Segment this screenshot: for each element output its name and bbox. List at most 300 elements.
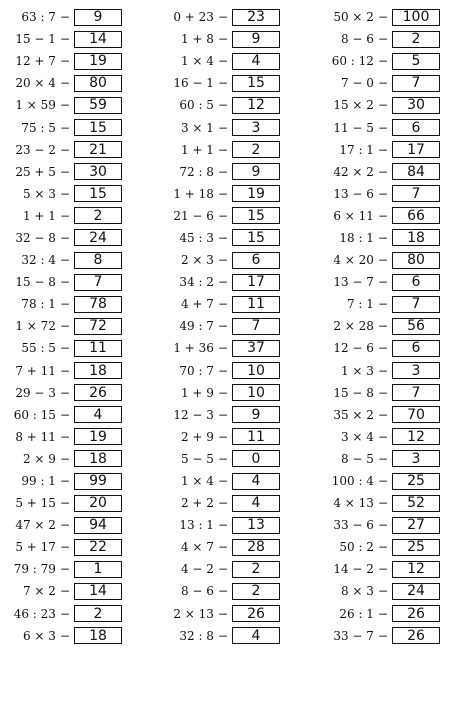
problem-expression: 32 : 8: [179, 628, 214, 643]
problem-row: [160, 183, 280, 205]
problem-expression: 8 − 6: [180, 584, 214, 599]
equals-dash: −: [377, 98, 388, 113]
answer-box[interactable]: 17: [232, 274, 280, 291]
problem-row: [0, 492, 122, 514]
problem-row: [0, 625, 122, 647]
equals-dash: −: [59, 10, 70, 25]
answer-box[interactable]: 78: [74, 296, 122, 313]
answer-box[interactable]: 3: [392, 450, 440, 467]
answer-box[interactable]: 7: [392, 75, 440, 92]
problem-expression: 4 × 13: [333, 496, 374, 511]
problem-expression: 14 − 2: [333, 562, 374, 577]
equals-dash: −: [377, 518, 388, 533]
problem-row: [0, 514, 122, 536]
problem-row: [318, 227, 440, 249]
equals-dash: −: [59, 54, 70, 69]
equals-dash: −: [377, 319, 388, 334]
problem-expression: 72 : 8: [179, 164, 214, 179]
problem-row: [160, 28, 280, 50]
problem-row: [318, 315, 440, 337]
problem-expression: 18 : 1: [339, 230, 374, 245]
problem-row: [0, 404, 122, 426]
problem-expression: 13 − 7: [333, 275, 374, 290]
problem-expression: 5 + 17: [15, 540, 56, 555]
problem-row: [0, 337, 122, 359]
problem-row: [318, 28, 440, 50]
equals-dash: −: [59, 208, 70, 223]
problem-expression: 2 × 13: [173, 606, 214, 621]
equals-dash: −: [377, 341, 388, 356]
problem-expression: 20 × 4: [15, 76, 56, 91]
problem-expression: 4 × 7: [180, 540, 214, 555]
equals-dash: −: [377, 76, 388, 91]
problem-row: [0, 360, 122, 382]
answer-box[interactable]: 100: [392, 9, 440, 26]
problem-row: [0, 558, 122, 580]
equals-dash: −: [59, 496, 70, 511]
problem-expression: 0 + 23: [173, 10, 214, 25]
answer-box[interactable]: 9: [74, 9, 122, 26]
equals-dash: −: [377, 474, 388, 489]
answer-box[interactable]: 15: [232, 75, 280, 92]
equals-dash: −: [59, 76, 70, 91]
problem-row: [0, 580, 122, 602]
problem-expression: 8 × 3: [340, 584, 374, 599]
problem-expression: 100 : 4: [331, 474, 374, 489]
problem-expression: 7 × 2: [22, 584, 56, 599]
answer-box[interactable]: 5: [392, 53, 440, 70]
equals-dash: −: [217, 429, 228, 444]
answer-box[interactable]: 80: [74, 75, 122, 92]
problem-expression: 70 : 7: [179, 363, 214, 378]
answer-box[interactable]: 11: [232, 296, 280, 313]
answer-box[interactable]: 9: [232, 406, 280, 423]
answer-box[interactable]: 80: [392, 252, 440, 269]
problem-expression: 12 − 3: [173, 407, 214, 422]
answer-box[interactable]: 15: [74, 119, 122, 136]
answer-box[interactable]: 4: [232, 627, 280, 644]
answer-box[interactable]: 2: [74, 207, 122, 224]
problem-row: [318, 183, 440, 205]
answer-box[interactable]: 14: [74, 583, 122, 600]
answer-box[interactable]: 18: [74, 362, 122, 379]
answer-box[interactable]: 24: [74, 229, 122, 246]
answer-box[interactable]: 6: [232, 252, 280, 269]
problem-row: [318, 492, 440, 514]
problem-row: [160, 6, 280, 28]
equals-dash: −: [377, 562, 388, 577]
answer-box[interactable]: 20: [74, 495, 122, 512]
problem-expression: 4 + 7: [180, 297, 214, 312]
problem-expression: 5 × 3: [22, 186, 56, 201]
problem-row: [160, 426, 280, 448]
equals-dash: −: [59, 253, 70, 268]
problem-expression: 8 − 6: [340, 32, 374, 47]
problem-expression: 1 + 9: [180, 385, 214, 400]
problem-expression: 1 + 1: [22, 208, 56, 223]
equals-dash: −: [217, 253, 228, 268]
problem-row: [318, 470, 440, 492]
problem-row: [0, 139, 122, 161]
problem-row: [160, 625, 280, 647]
problem-row: [318, 426, 440, 448]
problem-expression: 1 + 1: [180, 142, 214, 157]
equals-dash: −: [377, 540, 388, 555]
answer-box[interactable]: 23: [232, 9, 280, 26]
problem-expression: 1 × 4: [180, 474, 214, 489]
problem-expression: 47 × 2: [15, 518, 56, 533]
problem-column-3: [318, 6, 440, 647]
problem-expression: 7 − 0: [340, 76, 374, 91]
problem-expression: 15 − 8: [333, 385, 374, 400]
problem-expression: 1 × 72: [15, 319, 56, 334]
answer-box[interactable]: 4: [232, 495, 280, 512]
equals-dash: −: [217, 120, 228, 135]
problem-row: [318, 94, 440, 116]
equals-dash: −: [217, 230, 228, 245]
answer-box[interactable]: 8: [74, 252, 122, 269]
problem-row: [318, 580, 440, 602]
problem-row: [160, 227, 280, 249]
problem-row: [0, 6, 122, 28]
answer-box[interactable]: 2: [392, 31, 440, 48]
problem-row: [318, 271, 440, 293]
answer-box[interactable]: 2: [232, 561, 280, 578]
equals-dash: −: [217, 606, 228, 621]
problem-expression: 26 : 1: [339, 606, 374, 621]
problem-expression: 12 − 6: [333, 341, 374, 356]
problem-expression: 16 − 1: [173, 76, 214, 91]
equals-dash: −: [217, 540, 228, 555]
problem-expression: 45 : 3: [179, 230, 214, 245]
problem-expression: 63 : 7: [21, 10, 56, 25]
answer-box[interactable]: 13: [232, 517, 280, 534]
equals-dash: −: [377, 628, 388, 643]
equals-dash: −: [377, 10, 388, 25]
problem-row: [318, 603, 440, 625]
problem-row: [160, 360, 280, 382]
problem-expression: 75 : 5: [21, 120, 56, 135]
problem-row: [160, 271, 280, 293]
problem-expression: 12 + 7: [15, 54, 56, 69]
answer-box[interactable]: 30: [392, 97, 440, 114]
problem-row: [160, 315, 280, 337]
equals-dash: −: [377, 208, 388, 223]
equals-dash: −: [59, 142, 70, 157]
answer-box[interactable]: 27: [392, 517, 440, 534]
problem-expression: 2 × 9: [22, 451, 56, 466]
problem-row: [160, 603, 280, 625]
problem-row: [160, 94, 280, 116]
problem-expression: 5 − 5: [180, 451, 214, 466]
equals-dash: −: [217, 186, 228, 201]
answer-box[interactable]: 6: [392, 340, 440, 357]
problem-expression: 33 − 7: [333, 628, 374, 643]
problem-expression: 7 : 1: [346, 297, 374, 312]
answer-box[interactable]: 18: [392, 229, 440, 246]
problem-row: [160, 382, 280, 404]
problem-row: [318, 337, 440, 359]
problem-expression: 4 × 20: [333, 253, 374, 268]
answer-box[interactable]: 99: [74, 473, 122, 490]
answer-box[interactable]: 28: [232, 539, 280, 556]
problem-row: [0, 94, 122, 116]
answer-box[interactable]: 12: [392, 561, 440, 578]
problem-expression: 46 : 23: [13, 606, 56, 621]
equals-dash: −: [59, 518, 70, 533]
answer-box[interactable]: 7: [392, 185, 440, 202]
problem-expression: 6 × 11: [333, 208, 374, 223]
answer-box[interactable]: 7: [392, 296, 440, 313]
equals-dash: −: [217, 385, 228, 400]
problem-expression: 1 + 18: [173, 186, 214, 201]
answer-box[interactable]: 26: [74, 384, 122, 401]
problem-row: [0, 50, 122, 72]
answer-box[interactable]: 72: [74, 318, 122, 335]
equals-dash: −: [217, 98, 228, 113]
equals-dash: −: [59, 451, 70, 466]
answer-box[interactable]: 25: [392, 539, 440, 556]
problem-row: [0, 28, 122, 50]
problem-expression: 33 − 6: [333, 518, 374, 533]
problem-expression: 25 + 5: [15, 164, 56, 179]
problem-row: [318, 161, 440, 183]
answer-box[interactable]: 22: [74, 539, 122, 556]
answer-box[interactable]: 6: [392, 274, 440, 291]
problem-expression: 1 + 8: [180, 32, 214, 47]
problem-expression: 50 × 2: [333, 10, 374, 25]
problem-row: [318, 249, 440, 271]
problem-row: [0, 161, 122, 183]
answer-box[interactable]: 2: [232, 583, 280, 600]
equals-dash: −: [377, 186, 388, 201]
problem-expression: 2 + 2: [180, 496, 214, 511]
equals-dash: −: [377, 164, 388, 179]
equals-dash: −: [377, 429, 388, 444]
answer-box[interactable]: 18: [74, 450, 122, 467]
problem-expression: 99 : 1: [21, 474, 56, 489]
problem-row: [318, 293, 440, 315]
problem-row: [318, 625, 440, 647]
answer-box[interactable]: 9: [232, 31, 280, 48]
equals-dash: −: [59, 363, 70, 378]
problem-expression: 4 − 2: [180, 562, 214, 577]
problem-row: [0, 72, 122, 94]
problem-row: [160, 293, 280, 315]
problem-row: [318, 360, 440, 382]
answer-box[interactable]: 12: [392, 428, 440, 445]
answer-box[interactable]: 19: [74, 53, 122, 70]
answer-box[interactable]: 4: [232, 53, 280, 70]
problem-expression: 49 : 7: [179, 319, 214, 334]
problem-row: [318, 205, 440, 227]
answer-box[interactable]: 84: [392, 163, 440, 180]
problem-row: [318, 6, 440, 28]
equals-dash: −: [59, 319, 70, 334]
answer-box[interactable]: 17: [392, 141, 440, 158]
answer-box[interactable]: 2: [232, 141, 280, 158]
problem-row: [0, 271, 122, 293]
problem-row: [318, 50, 440, 72]
problem-row: [0, 470, 122, 492]
answer-box[interactable]: 0: [232, 450, 280, 467]
problem-row: [160, 558, 280, 580]
equals-dash: −: [59, 584, 70, 599]
answer-box[interactable]: 19: [74, 428, 122, 445]
equals-dash: −: [217, 584, 228, 599]
equals-dash: −: [217, 32, 228, 47]
equals-dash: −: [217, 407, 228, 422]
problem-expression: 42 × 2: [333, 164, 374, 179]
answer-box[interactable]: 10: [232, 362, 280, 379]
answer-box[interactable]: 18: [74, 627, 122, 644]
problem-expression: 13 : 1: [179, 518, 214, 533]
equals-dash: −: [377, 363, 388, 378]
problem-expression: 23 − 2: [15, 142, 56, 157]
problem-row: [0, 382, 122, 404]
answer-box[interactable]: 56: [392, 318, 440, 335]
problem-expression: 1 × 59: [15, 98, 56, 113]
answer-box[interactable]: 37: [232, 340, 280, 357]
answer-box[interactable]: 4: [232, 473, 280, 490]
answer-box[interactable]: 15: [232, 207, 280, 224]
problem-row: [0, 536, 122, 558]
problem-row: [160, 448, 280, 470]
answer-box[interactable]: 70: [392, 406, 440, 423]
problem-expression: 21 − 6: [173, 208, 214, 223]
equals-dash: −: [217, 164, 228, 179]
answer-box[interactable]: 15: [74, 185, 122, 202]
equals-dash: −: [377, 142, 388, 157]
answer-box[interactable]: 26: [392, 605, 440, 622]
problem-expression: 5 + 15: [15, 496, 56, 511]
problem-expression: 55 : 5: [21, 341, 56, 356]
answer-box[interactable]: 25: [392, 473, 440, 490]
equals-dash: −: [59, 628, 70, 643]
problem-expression: 3 × 1: [180, 120, 214, 135]
answer-box[interactable]: 19: [232, 185, 280, 202]
problem-row: [160, 514, 280, 536]
problem-expression: 60 : 15: [13, 407, 56, 422]
problem-row: [0, 205, 122, 227]
equals-dash: −: [377, 606, 388, 621]
answer-box[interactable]: 2: [74, 605, 122, 622]
problem-row: [160, 536, 280, 558]
equals-dash: −: [217, 474, 228, 489]
equals-dash: −: [217, 142, 228, 157]
answer-box[interactable]: 66: [392, 207, 440, 224]
problem-row: [160, 580, 280, 602]
answer-box[interactable]: 21: [74, 141, 122, 158]
answer-box[interactable]: 24: [392, 583, 440, 600]
equals-dash: −: [377, 32, 388, 47]
problem-expression: 7 + 11: [15, 363, 56, 378]
answer-box[interactable]: 26: [392, 627, 440, 644]
answer-box[interactable]: 30: [74, 163, 122, 180]
problem-row: [318, 116, 440, 138]
problem-row: [0, 293, 122, 315]
answer-box[interactable]: 4: [74, 406, 122, 423]
answer-box[interactable]: 52: [392, 495, 440, 512]
equals-dash: −: [377, 451, 388, 466]
problem-row: [160, 72, 280, 94]
answer-box[interactable]: 7: [392, 384, 440, 401]
answer-box[interactable]: 7: [74, 274, 122, 291]
problem-expression: 32 − 8: [15, 230, 56, 245]
answer-box[interactable]: 3: [392, 362, 440, 379]
equals-dash: −: [377, 407, 388, 422]
answer-box[interactable]: 15: [232, 229, 280, 246]
problem-row: [0, 315, 122, 337]
problem-row: [318, 382, 440, 404]
answer-box[interactable]: 94: [74, 517, 122, 534]
problem-row: [160, 249, 280, 271]
equals-dash: −: [217, 54, 228, 69]
problem-row: [318, 514, 440, 536]
equals-dash: −: [377, 385, 388, 400]
problem-row: [160, 161, 280, 183]
problem-expression: 15 × 2: [333, 98, 374, 113]
equals-dash: −: [59, 98, 70, 113]
problem-column-1: [0, 6, 122, 647]
problem-row: [0, 183, 122, 205]
answer-box[interactable]: 59: [74, 97, 122, 114]
problem-expression: 34 : 2: [179, 275, 214, 290]
answer-box[interactable]: 26: [232, 605, 280, 622]
equals-dash: −: [59, 562, 70, 577]
equals-dash: −: [59, 606, 70, 621]
answer-box[interactable]: 1: [74, 561, 122, 578]
problem-expression: 3 × 4: [340, 429, 374, 444]
answer-box[interactable]: 12: [232, 97, 280, 114]
equals-dash: −: [217, 518, 228, 533]
answer-box[interactable]: 11: [232, 428, 280, 445]
equals-dash: −: [377, 275, 388, 290]
equals-dash: −: [217, 451, 228, 466]
problem-expression: 2 × 28: [333, 319, 374, 334]
problem-row: [160, 205, 280, 227]
equals-dash: −: [377, 584, 388, 599]
equals-dash: −: [59, 164, 70, 179]
problem-row: [0, 227, 122, 249]
problem-row: [0, 426, 122, 448]
equals-dash: −: [377, 496, 388, 511]
answer-box[interactable]: 6: [392, 119, 440, 136]
equals-dash: −: [217, 275, 228, 290]
problem-row: [0, 249, 122, 271]
answer-box[interactable]: 10: [232, 384, 280, 401]
answer-box[interactable]: 7: [232, 318, 280, 335]
problem-row: [160, 139, 280, 161]
answer-box[interactable]: 9: [232, 163, 280, 180]
equals-dash: −: [377, 54, 388, 69]
answer-box[interactable]: 14: [74, 31, 122, 48]
answer-box[interactable]: 3: [232, 119, 280, 136]
equals-dash: −: [59, 275, 70, 290]
equals-dash: −: [217, 10, 228, 25]
problem-expression: 15 − 1: [15, 32, 56, 47]
equals-dash: −: [377, 253, 388, 268]
problem-row: [318, 536, 440, 558]
problem-expression: 8 + 11: [15, 429, 56, 444]
problem-expression: 1 × 3: [340, 363, 374, 378]
problem-expression: 11 − 5: [333, 120, 374, 135]
equals-dash: −: [59, 474, 70, 489]
problem-expression: 1 + 36: [173, 341, 214, 356]
answer-box[interactable]: 11: [74, 340, 122, 357]
equals-dash: −: [59, 186, 70, 201]
equals-dash: −: [59, 120, 70, 135]
